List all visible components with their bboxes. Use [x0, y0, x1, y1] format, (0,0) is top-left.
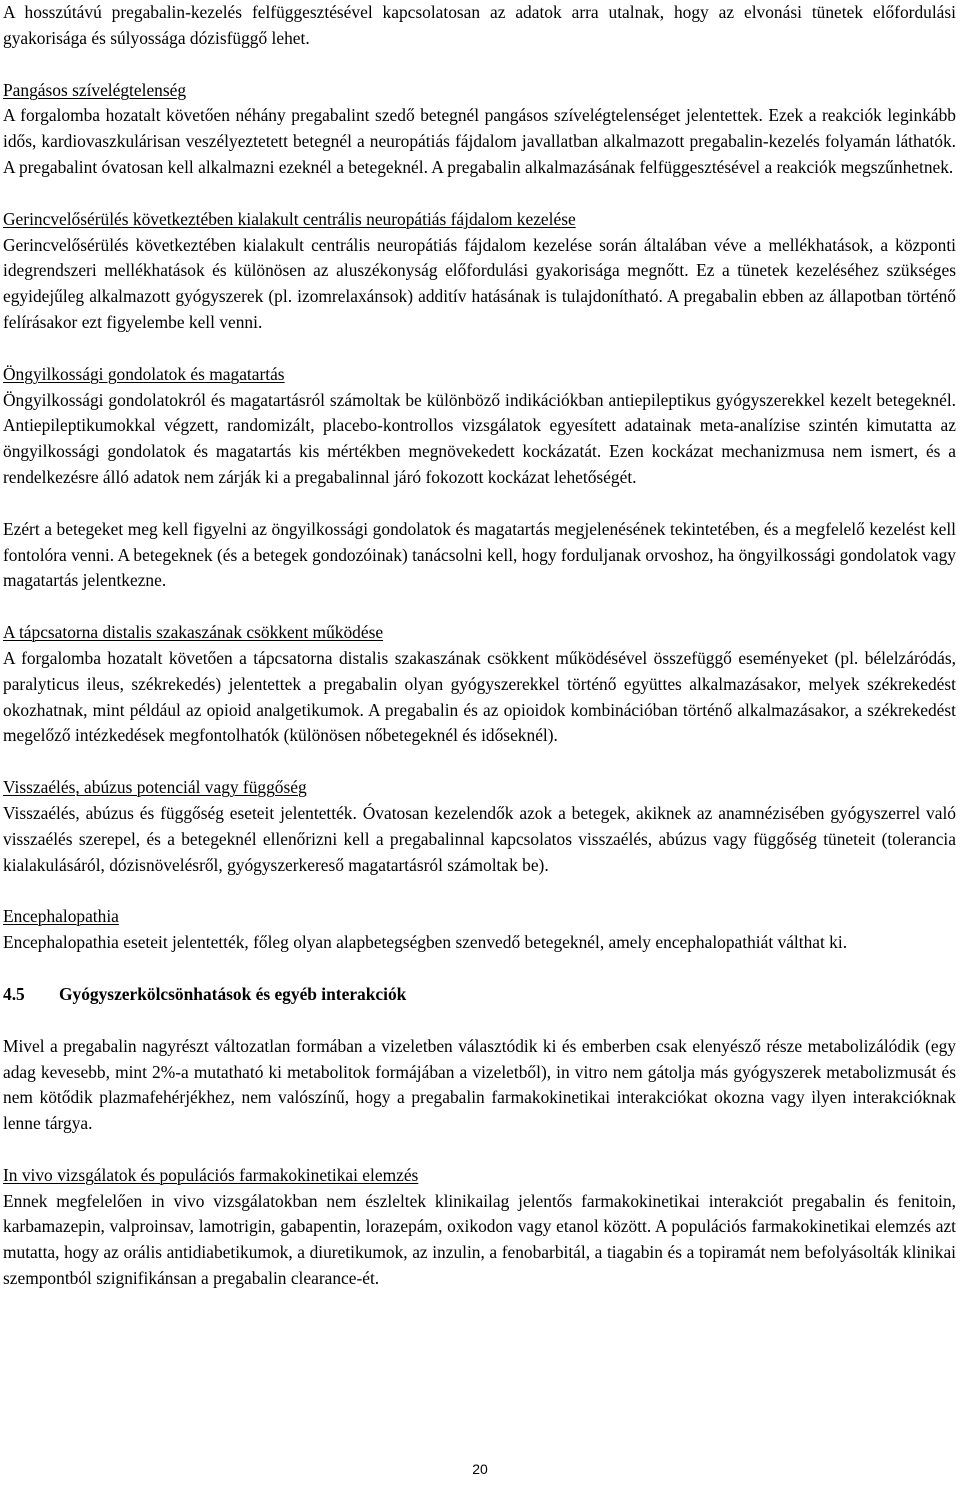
spacer — [3, 749, 956, 775]
section-abuse-dependence — [3, 775, 956, 878]
section-paragraph: A forgalomba hozatalt követően néhány pregabalint szedő betegnél pangásos szívelégtelenséget jelentettek. Ezek a reakciók leginkább idős, kardiovaszkulárisan veszélyeztetett betegnél a neuropátiás fájdalom javallatban alkalmazott pregabalin-kezelés folyamán láthatók. A pregabalint óvatosan kell alkalmazni ezeknél a betegeknél. A pregabalin alkalmazásának felfüggesztésével a reakciók megszűnhetnek. — [3, 105, 956, 177]
section-paragraph: Ennek megfelelően in vivo vizsgálatokban nem észleltek klinikailag jelentős farmakokinetikai interakciót pregabalin és fenitoin, karbamazepin, valproinsav, lamotrigin, gabapentin, lorazepám, oxikodon vagy etanol között. A populációs farmakokinetikai elemzés azt mutatta, hogy az orális antidiabetikumok, a diuretikumok, az inzulin, a fenobarbitál, a tiagabin és a topiramát nem befolyásolták klinikai szempontból szignifikánsan a pregabalin clearance-ét. — [3, 1190, 956, 1289]
section-number: 4.5 — [3, 983, 25, 1004]
section-suicidal-ideation — [3, 362, 956, 594]
section-heart-failure — [3, 78, 956, 181]
section-paragraph: Encephalopathia eseteit jelentették, főleg olyan alapbetegségben szenvedő betegeknél, amely encephalopathiát válthat ki. — [3, 932, 848, 953]
spacer — [3, 181, 956, 207]
subsection-heading: In vivo vizsgálatok és populációs farmakokinetikai elemzés — [3, 1164, 419, 1185]
section-heading: Encephalopathia — [3, 906, 119, 927]
section-title — [3, 982, 956, 1008]
spacer — [3, 1137, 956, 1163]
section-paragraph: Gerincvelősérülés következtében kialakult centrális neuropátiás fájdalom kezelése során általában véve a mellékhatások, a központi idegrendszeri mellékhatások és különösen az aluszékonyság előfordulási gyakorisága megnőtt. Ez a tünetek kezeléséhez szükséges egyidejűleg alkalmazott gyógyszerek (pl. izomrelaxánsok) additív hatásának is tulajdonítható. A pregabalin ebben az állapotban történő felírásakor ezt figyelembe kell venni. — [3, 234, 956, 332]
section-4-5 — [3, 982, 956, 1292]
spacer — [3, 52, 956, 78]
spacer — [3, 878, 956, 904]
spacer — [3, 956, 956, 982]
section-paragraph: Mivel a pregabalin nagyrészt változatlan formában a vizeletben választódik ki és emberben csak elenyésző része metabolizálódik (egy adag kevesebb, mint 2%-a mutatható ki metabolitok formájában a vizeletből), in vitro nem gátolja más gyógyszerek metabolizmusát és nem kötődik plazmafehérjékhez, nem valószínű, hogy a pregabalin farmakokinetikai interakciókat okozna vagy ilyen interakcióknak lenne tárgya. — [3, 1035, 956, 1134]
spacer — [3, 491, 956, 517]
section-paragraph: Ezért a betegeket meg kell figyelni az öngyilkossági gondolatok és magatartás megjelenésének tekintetében, és a megfelelő kezelést kell fontolóra venni. A betegeknek (és a betegek gondozóinak) tanácsolni kell, hogy forduljanak orvoshoz, ha öngyilkossági gondolatok vagy magatartás jelentkezne. — [3, 518, 956, 591]
section-spinal-cord-injury — [3, 207, 956, 336]
intro-paragraph: A hosszútávú pregabalin-kezelés felfüggesztésével kapcsolatosan az adatok arra utalnak, hogy az elvonási tünetek előfordulási gyakorisága és súlyossága dózisfüggő lehet. — [3, 2, 956, 48]
section-paragraph: A forgalomba hozatalt követően a tápcsatorna distalis szakaszának csökkent működésével összefüggő eseményeket (pl. bélelzáródás, paralyticus ileus, székrekedés) jelentettek a pregabalin olyan gyógyszerekkel történő együttes alkalmazásakor, melyek székrekedést okozhatnak, mint például az opioid analgetikumok. A pregabalin és az opioidok kombinációban történő alkalmazásakor, a székrekedést megelőző intézkedések megfontolhatók (különösen nőbetegeknél és időseknél). — [3, 647, 956, 746]
section-heading: Gerincvelősérülés következtében kialakult centrális neuropátiás fájdalom kezelése — [3, 208, 576, 229]
section-title-text: Gyógyszerkölcsönhatások és egyéb interakciók — [59, 983, 407, 1004]
section-gi-tract — [3, 620, 956, 749]
section-paragraph: Visszaélés, abúzus és függőség eseteit jelentették. Óvatosan kezelendők azok a betegek, akiknek az anamnézisében gyógyszerrel való visszaélés szerepel, és a betegeknél ellenőrizni kell a pregabalinnal kapcsolatos visszaélés, abúzus vagy függőség tüneteit (tolerancia kialakulásáról, dózisnövelésről, gyógyszerkereső magatartásról számoltak be). — [3, 802, 956, 875]
spacer — [3, 336, 956, 362]
section-heading: A tápcsatorna distalis szakaszának csökkent működése — [3, 622, 384, 643]
spacer — [3, 594, 956, 620]
section-heading: Öngyilkossági gondolatok és magatartás — [3, 363, 285, 384]
spacer — [3, 1008, 956, 1034]
section-encephalopathy — [3, 904, 956, 956]
section-heading: Pangásos szívelégtelenség — [3, 79, 187, 100]
section-paragraph: Öngyilkossági gondolatokról és magatartásról számoltak be különböző indikációkban antiepileptikus gyógyszerekkel kezelt betegeknél. Antiepileptikumokkal végzett, randomizált, placebo-kontrollos vizsgálatok egyesített adatainak meta-analízise szintén kimutatta az öngyilkossági gondolatok és magatartás kis mértékben megnövekedett kockázatát. Ezen kockázat mechanizmusa nem ismert, és a rendelkezésre álló adatok nem zárják ki a pregabalinnal járó fokozott kockázat lehetőségét. — [3, 389, 956, 487]
section-heading: Visszaélés, abúzus potenciál vagy függőség — [3, 777, 307, 798]
page-number: 20 — [472, 1461, 488, 1477]
